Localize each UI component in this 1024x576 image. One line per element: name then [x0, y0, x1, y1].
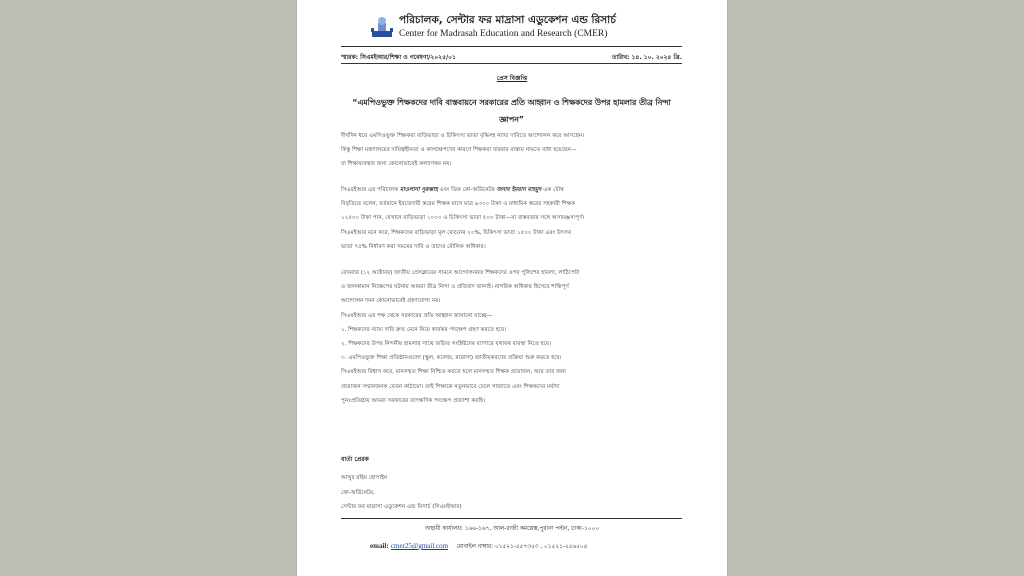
sender-label: বার্তা প্রেরক: [341, 456, 369, 463]
text-line: সিএমইআর মনে করে, শিক্ষকদের বাড়িভাড়া মূল বেতনের ২০%, চিকিৎসা ভাতা ১৫০০ টাকা এবং উৎসব: [341, 229, 571, 236]
press-release-label: প্রেস বিজ্ঞপ্তি: [496, 75, 528, 82]
paragraph-1: [341, 129, 686, 172]
text-span: সিএমইআর এর পরিচালক: [341, 187, 399, 193]
org-name-bengali: পরিচালক, সেন্টার ফর মাদ্রাসা এডুকেশন এন্ড রিসার্চ: [399, 14, 616, 26]
text-line: সিএমইআর বিশ্বাস করে, মানসম্মত শিক্ষা নিশ্চিত করতে হলে মানসম্মত শিক্ষক প্রয়োজন, আর তার জন্য: [341, 369, 567, 376]
list-item: ১. শিক্ষকদের ন্যায্য দাবি দ্রুত মেনে নিয়ে কার্যকর পদক্ষেপ গ্রহণ করতে হবে।: [341, 326, 507, 333]
memo-reference: স্মারক: সিএমইআর/শিক্ষা ও গবেষণা/২০২৫/০১: [341, 54, 456, 61]
list-item: ৩. এমপিওভুক্ত শিক্ষা প্রতিষ্ঠানগুলো (স্কুল, কলেজ, মাদ্রাসা) জাতীয়করণের প্রক্রিয়া শুরু করতে হবে।: [341, 355, 562, 362]
text-line: রোববার (১২ অক্টোবর) জাতীয় প্রেসক্লাবের সামনে আন্দোলনরত শিক্ষকদের ওপর পুলিশের হামলা, লাঠিপেটা: [341, 270, 580, 276]
memo-date: তারিখ: ১৪. ১০. ২০২৫ খ্রি.: [611, 54, 682, 61]
text-line: ১২৫০০ টাকা পান, যেখানে বাড়িভাড়া ১০০০ ও চিকিৎসা ভাতা ৫০০ টাকা—যা বাস্তবতার সঙ্গে অসামঞ্জস্যপূর্ণ।: [341, 215, 585, 222]
deputy-coordinator-name: জনাব ইমরান মাহমুদ: [496, 187, 542, 193]
office-address: অস্থায়ী কার্যালয়: ১৬৬-১৬৭, আল-রাজী কমপ্লেক্স,পুরানা পল্টন, ঢাকা-১০০০: [424, 526, 600, 532]
text-line: ও জলকামান নিক্ষেপের ঘটনায় আমরা তীব্র নিন্দা ও প্রতিবাদ জানাই। নাগরিক অধিকার হিসেবে শান্তিপূর্ণ: [341, 284, 569, 291]
text-line: [341, 183, 686, 197]
headline: “এমপিওভুক্ত শিক্ষকদের দাবি বাস্তবায়নে সরকারের প্রতি আহ্বান ও শিক্ষকদের উপর হামলার তীব্র নিন্দা জ্ঞাপন”: [352, 98, 671, 124]
press-release-page: [297, 0, 727, 576]
text-span: এক যৌথ: [543, 187, 564, 193]
memo-divider: [341, 63, 682, 64]
sender-name: আব্দুর রহিম হোসাইন: [341, 475, 388, 481]
text-line: পুনঃপ্রতিষ্ঠায় আমরা সরকারের তাৎক্ষণিক পদক্ষেপ প্রত্যাশা করছি।: [341, 397, 486, 404]
org-name-english: Center for Madrasah Education and Research (CMER): [399, 29, 608, 39]
list-item: ২. শিক্ষকদের উপর নিন্দনীয় হামলার সাথে জড়িত সংশ্লিষ্টদের ব্যাপারে যথাযথ ব্যবস্থা নিতে হবে।: [341, 341, 552, 348]
paragraph-3: [341, 266, 686, 408]
text-line: ভাতা ৭৫% নির্ধারণ করা সময়ের দাবি ও তাদের মৌলিক অধিকার।: [341, 243, 486, 250]
sender-title: কো-অর্ডিনেটর,: [341, 489, 375, 496]
email-link[interactable]: cmer25@gmail.com: [390, 542, 449, 550]
text-line: বিবৃতিতে বলেন, বর্তমানে ইবতেদায়ী স্তরের শিক্ষক মাসে মাত্র ৯৩০০ টাকা ও মাধ্যমিক স্তরের সহকারী শিক্ষক: [341, 201, 576, 208]
text-line: সিএমইআর এর পক্ষ থেকে সরকারের প্রতি আহ্বান জানানো যাচ্ছে—: [341, 312, 493, 319]
text-span: এবং ডিফ কো-অর্ডিনেটর: [439, 187, 495, 193]
email-label: email:: [370, 542, 389, 550]
header-divider: [341, 46, 682, 47]
text-line: কিন্তু শিক্ষা মন্ত্রণালয়ের দায়িত্বহীনতা ও কালক্ষেপণের কারণে শিক্ষকরা বারবার রাস্তায় নামতে বাধ্য হয়েছেন—: [341, 147, 577, 154]
sender-org: সেন্টার ফর মাদ্রাসা এডুকেশন এন্ড রিসার্চ (সিএমইআর): [341, 504, 462, 510]
footer-divider: [341, 518, 682, 519]
phone-numbers: মোবাইল নাম্বার: ০১৫২১-৫৫৭৩৫৩ , ০১৫২১-২৫৬৫০৪: [456, 544, 588, 550]
text-line: দীর্ঘদিন ধরে এমপিওভুক্ত শিক্ষকরা বাড়িভাড়া ও চিকিৎসা ভাতা বৃদ্ধিসহ ন্যায্য দাবিতে আন্দোলন করে আসছেন।: [341, 133, 585, 139]
signature-block: [341, 471, 462, 515]
text-line: আন্দোলন দমন কোনোভাবেই গ্রহণযোগ্য নয়।: [341, 298, 441, 305]
director-name: মাওলানা নুরুল্লাহ: [400, 187, 438, 193]
contact-line: [370, 542, 587, 552]
text-line: প্রয়োজন সম্মানজনক বেতন কাঠামো। তাই শিক্ষাকে নতুনভাবে ঢেলে সাজাতে এবং শিক্ষকদের মর্যাদা: [341, 383, 560, 390]
cmer-logo-icon: [369, 14, 395, 40]
letterhead: [369, 10, 669, 44]
text-line: যা শিক্ষাব্যবস্থার জন্য কোনোভাবেই কল্যাণকর নয়।: [341, 161, 452, 168]
paragraph-2: [341, 183, 686, 254]
